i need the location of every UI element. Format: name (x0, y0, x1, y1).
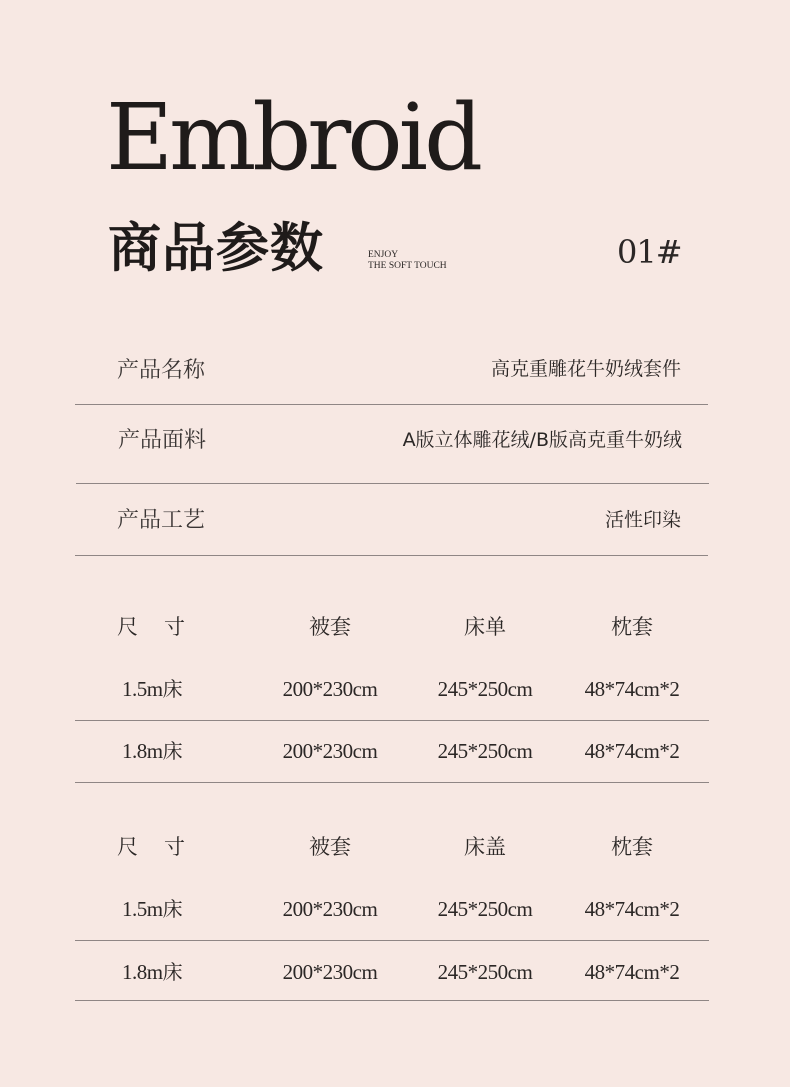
row-duvet-value: 200*230cm (282, 677, 378, 701)
row-duvet-value: 200*230cm (282, 897, 378, 921)
row-size-value: 1.8m (122, 739, 163, 763)
row-pillowcase-value: 48*74cm*2 (584, 960, 680, 984)
param-value: A版立体雕花绒/B版高克重牛奶绒 (402, 429, 682, 451)
row-pillowcase-value: 48*74cm*2 (584, 739, 680, 763)
param-value: 活性印染 (604, 509, 681, 531)
table-row (75, 941, 709, 1001)
header-size: 尺寸 (117, 835, 211, 859)
table1-header (75, 612, 708, 642)
table2-header (75, 832, 708, 862)
param-value: 高克重雕花牛奶绒套件 (490, 358, 681, 380)
row-duvet-value: 200*230cm (282, 739, 378, 763)
tagline-line-1: ENJOY (368, 250, 399, 260)
header-pillowcase-text: 枕套 (611, 615, 653, 639)
row-pillowcase-value: 48*74cm*2 (584, 677, 680, 701)
param-label: 产品工艺 (117, 508, 206, 533)
header-sheet-text: 床单 (464, 615, 506, 639)
item-number: 01# (617, 233, 682, 271)
row-size-value: 1.8m (122, 960, 163, 984)
row-sheet-value: 245*250cm (437, 677, 533, 701)
table-row (75, 878, 709, 941)
param-label: 产品名称 (117, 358, 206, 383)
tagline (368, 250, 447, 272)
page-title: 商品参数 (108, 217, 324, 279)
header-pillowcase-text: 枕套 (611, 835, 653, 859)
table-row (75, 720, 709, 783)
param-label: 产品面料 (118, 428, 207, 453)
row-size-value: 1.5m (122, 897, 163, 921)
row-bedspread-value: 245*250cm (437, 897, 533, 921)
row-size-bed: 床 (162, 677, 183, 701)
header-size: 尺寸 (117, 615, 211, 639)
header-bedspread-text: 床盖 (464, 835, 506, 859)
row-sheet-value: 245*250cm (437, 739, 533, 763)
param-row-name (75, 340, 708, 405)
row-pillowcase-value: 48*74cm*2 (584, 897, 680, 921)
tagline-line-2: THE SOFT TOUCH (368, 261, 447, 271)
row-duvet-value: 200*230cm (282, 960, 378, 984)
row-size (122, 894, 183, 924)
row-size-value: 1.5m (122, 677, 163, 701)
row-size-bed: 床 (162, 960, 183, 984)
row-size (122, 674, 183, 704)
row-size-bed: 床 (162, 739, 183, 763)
param-row-process (75, 484, 708, 556)
row-bedspread-value: 245*250cm (437, 960, 533, 984)
row-size-bed: 床 (162, 897, 183, 921)
brand-logo: Embroid (106, 84, 479, 191)
header-duvet-text: 被套 (309, 835, 351, 859)
param-row-material (76, 405, 709, 484)
table-row (75, 658, 709, 721)
row-size (122, 957, 183, 987)
row-size (122, 736, 183, 766)
header-duvet-text: 被套 (309, 615, 351, 639)
